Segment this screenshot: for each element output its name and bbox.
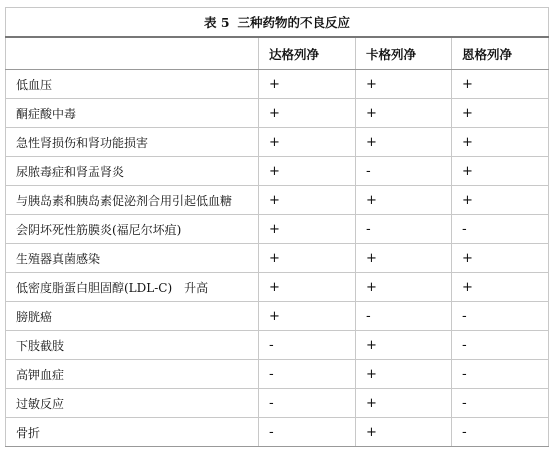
- empagliflozin-mark-cell: -: [452, 331, 549, 360]
- dapagliflozin-mark-cell: +: [259, 244, 356, 273]
- canagliflozin-mark-cell: +: [356, 360, 452, 389]
- canagliflozin-mark-cell: +: [356, 128, 452, 157]
- table-row: [6, 99, 549, 128]
- dapagliflozin-mark-cell: +: [259, 128, 356, 157]
- table-row: [6, 186, 549, 215]
- canagliflozin-mark-cell: +: [356, 99, 452, 128]
- column-header-reaction: [6, 37, 259, 70]
- empagliflozin-mark-cell: +: [452, 157, 549, 186]
- dapagliflozin-mark-cell: +: [259, 99, 356, 128]
- canagliflozin-mark-cell: +: [356, 418, 452, 447]
- dapagliflozin-mark-cell: +: [259, 157, 356, 186]
- table-row: [6, 128, 549, 157]
- column-header-empagliflozin: 恩格列净: [452, 37, 549, 70]
- canagliflozin-mark-cell: +: [356, 186, 452, 215]
- dapagliflozin-mark-cell: +: [259, 215, 356, 244]
- reaction-name-cell: 与胰岛素和胰岛素促泌剂合用引起低血糖: [6, 186, 259, 215]
- table-caption-row: [6, 8, 549, 38]
- reaction-name-cell: 生殖器真菌感染: [6, 244, 259, 273]
- dapagliflozin-mark-cell: +: [259, 302, 356, 331]
- empagliflozin-mark-cell: +: [452, 99, 549, 128]
- empagliflozin-mark-cell: -: [452, 360, 549, 389]
- empagliflozin-mark-cell: -: [452, 302, 549, 331]
- empagliflozin-mark-cell: -: [452, 389, 549, 418]
- table-row: [6, 389, 549, 418]
- column-header-dapagliflozin: 达格列净: [259, 37, 356, 70]
- table-row: [6, 331, 549, 360]
- reaction-name-cell: 下肢截肢: [6, 331, 259, 360]
- adverse-reactions-table: [5, 7, 549, 447]
- canagliflozin-mark-cell: +: [356, 389, 452, 418]
- empagliflozin-mark-cell: +: [452, 70, 549, 99]
- canagliflozin-mark-cell: -: [356, 157, 452, 186]
- canagliflozin-mark-cell: -: [356, 215, 452, 244]
- canagliflozin-mark-cell: +: [356, 273, 452, 302]
- dapagliflozin-mark-cell: -: [259, 418, 356, 447]
- reaction-name-cell: 高钾血症: [6, 360, 259, 389]
- table-caption: [6, 8, 549, 38]
- canagliflozin-mark-cell: +: [356, 70, 452, 99]
- table-row: [6, 360, 549, 389]
- table-header-row: [6, 37, 549, 70]
- reaction-name-cell: 膀胱癌: [6, 302, 259, 331]
- reaction-name-cell: 酮症酸中毒: [6, 99, 259, 128]
- reaction-name-cell: 急性肾损伤和肾功能损害: [6, 128, 259, 157]
- table-row: [6, 157, 549, 186]
- table-row: [6, 70, 549, 99]
- empagliflozin-mark-cell: +: [452, 244, 549, 273]
- table-caption-text: 三种药物的不良反应: [237, 15, 351, 30]
- dapagliflozin-mark-cell: +: [259, 186, 356, 215]
- dapagliflozin-mark-cell: -: [259, 389, 356, 418]
- dapagliflozin-mark-cell: +: [259, 273, 356, 302]
- empagliflozin-mark-cell: +: [452, 186, 549, 215]
- table-caption-number: 表 5: [203, 15, 230, 30]
- canagliflozin-mark-cell: +: [356, 244, 452, 273]
- empagliflozin-mark-cell: +: [452, 273, 549, 302]
- table-row: [6, 215, 549, 244]
- column-header-canagliflozin: 卡格列净: [356, 37, 452, 70]
- dapagliflozin-mark-cell: -: [259, 331, 356, 360]
- reaction-name-cell: 低血压: [6, 70, 259, 99]
- empagliflozin-mark-cell: -: [452, 215, 549, 244]
- canagliflozin-mark-cell: -: [356, 302, 452, 331]
- dapagliflozin-mark-cell: -: [259, 360, 356, 389]
- table-row: [6, 418, 549, 447]
- reaction-name-cell: 尿脓毒症和肾盂肾炎: [6, 157, 259, 186]
- table-row: [6, 244, 549, 273]
- empagliflozin-mark-cell: -: [452, 418, 549, 447]
- reaction-name-cell: 低密度脂蛋白胆固醇(LDL-C) 升高: [6, 273, 259, 302]
- reaction-name-cell: 过敏反应: [6, 389, 259, 418]
- empagliflozin-mark-cell: +: [452, 128, 549, 157]
- table-row: [6, 302, 549, 331]
- reaction-name-cell: 会阴坏死性筋膜炎(福尼尔坏疽): [6, 215, 259, 244]
- canagliflozin-mark-cell: +: [356, 331, 452, 360]
- reaction-name-cell: 骨折: [6, 418, 259, 447]
- table-row: [6, 273, 549, 302]
- dapagliflozin-mark-cell: +: [259, 70, 356, 99]
